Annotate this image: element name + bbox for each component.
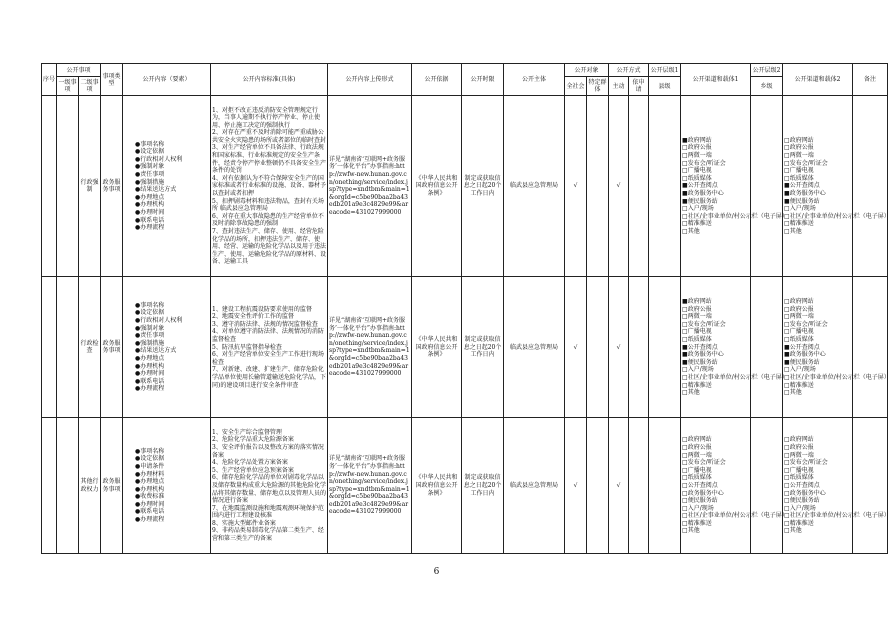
content-standard-line: 2、对存在严重不及时消除可能严重威胁公共安全火灾隐患的场所或者部位的临时查封 bbox=[212, 129, 327, 144]
carrier1-list-line: □广播电视 bbox=[682, 167, 712, 175]
content-elements-line: ●责任事项 bbox=[135, 332, 165, 340]
active-check: √ bbox=[609, 277, 629, 418]
content-standard-line: 4、对有依据认为不符合保障安全生产的国家标准或者行业标准的设施、设备、器材予以查封或者扣押 bbox=[212, 174, 327, 198]
carrier2-list-line: □政府网站 bbox=[784, 136, 814, 144]
carrier1-list-line: □精准推送 bbox=[682, 519, 712, 527]
carrier1-list-line: □精准推送 bbox=[682, 381, 712, 389]
content-elements-line: ●事项名称 bbox=[135, 447, 165, 455]
tier2-cell bbox=[751, 96, 783, 277]
header-carrier1: 公开渠道和载体1 bbox=[681, 64, 751, 96]
content-standard-line: 3、对生产经营单位不具备法律、行政法规和国家标准、行业标准规定的安全生产条件，经责令停产停业整顿仍不具备安全生产条件的处罚 bbox=[212, 144, 327, 175]
header-township: 乡级 bbox=[751, 77, 783, 96]
matter-type-cell: 政务服务事项 bbox=[101, 277, 123, 418]
carrier1-list-line: □公开查阅点 bbox=[682, 481, 718, 489]
carrier2-list-line: □两微一端 bbox=[784, 152, 814, 160]
carrier2-list-line: □发布会/听证会 bbox=[784, 320, 828, 328]
matter-type-cell: 政务服务事项 bbox=[101, 96, 123, 277]
seq-cell bbox=[42, 277, 57, 418]
content-elements-line: ●办理地点 bbox=[135, 193, 165, 201]
header-tier1: 公开层级1 bbox=[649, 64, 681, 77]
header-active: 主动 bbox=[609, 77, 629, 96]
carrier1-list bbox=[681, 96, 788, 277]
carrier2-list-line: □纸质媒体 bbox=[784, 474, 814, 482]
carrier2-list-line: □纸质媒体 bbox=[784, 174, 814, 182]
legal-basis-cell: 《中华人民共和国政府信息公开条例》 bbox=[412, 418, 462, 554]
carrier2-list-line: □广播电视 bbox=[784, 167, 814, 175]
content-standard-line: 1、建设工程抗震设防要求使用的监督 bbox=[212, 305, 312, 313]
time-limit-cell: 制定或获取信息之日起20个工作日内 bbox=[462, 277, 504, 418]
remark-cell bbox=[853, 418, 888, 554]
carrier2-list-line: ■公开查阅点 bbox=[784, 182, 820, 190]
carrier1-list bbox=[681, 418, 788, 554]
header-matter-type: 事项类型 bbox=[101, 64, 123, 96]
header-request: 依申请 bbox=[629, 77, 649, 96]
carrier1-list-line: □其他 bbox=[682, 228, 700, 235]
content-standard-line: 6、对生产经营单位安全生产工作进行现场检查 bbox=[212, 351, 324, 366]
carrier1-list-line: ■便民服务站 bbox=[682, 197, 718, 205]
carrier1-list-line: □政府公报 bbox=[682, 305, 712, 313]
seq-cell bbox=[42, 418, 57, 554]
carrier1-list-line: □广播电视 bbox=[682, 466, 712, 474]
request-check bbox=[629, 277, 649, 418]
content-elements-line: ●办理时间 bbox=[135, 209, 165, 217]
content-elements-line: ●强制措施 bbox=[135, 178, 165, 186]
tier1-cell bbox=[649, 277, 681, 418]
carrier1-list-line: □精准推送 bbox=[682, 220, 712, 228]
remark-cell bbox=[853, 277, 888, 418]
header-legal-basis: 公开依据 bbox=[412, 64, 462, 96]
carrier2-list-line: □入户/现场 bbox=[784, 504, 816, 512]
carrier2-list-line: ■便民服务站 bbox=[784, 358, 820, 366]
level1-cell bbox=[57, 418, 79, 554]
upload-form-cell: 详见“湖南省‘互联网+政务服务’一体化平台”办事指南:http://zwfw-new.hunan.gov.cn/onething/service/index.jsp?type=xndtbm&main=1&orgId=c5be90baa2ba43edb201a9e3c4829e99&areacode=431027999000 bbox=[328, 96, 412, 277]
carrier1-list-line: □两微一端 bbox=[682, 152, 712, 160]
carrier2-list-line: □两微一端 bbox=[784, 313, 814, 321]
carrier2-list-line: ■政务服务中心 bbox=[784, 190, 826, 198]
content-elements-line: ●强制对象 bbox=[135, 163, 165, 171]
header-content: 公开内容（要素） bbox=[123, 64, 211, 96]
content-standard-line: 5、扣押剧毒材料和违法物品，查封有关场所 临武县应急管理局 bbox=[212, 197, 324, 213]
header-object: 公开对象 bbox=[565, 64, 609, 77]
carrier2-list-line: □社区/企事业单位/村公示栏（电子屏） bbox=[784, 212, 890, 220]
content-standard-line: 2、危险化学品重大危险源备案 bbox=[212, 436, 294, 444]
carrier2-list-line: □入户/现场 bbox=[784, 366, 816, 374]
carrier1-list-line: □入户/现场 bbox=[682, 366, 714, 374]
content-standard bbox=[211, 277, 328, 418]
active-check: √ bbox=[609, 418, 629, 554]
header-matters: 公开事项 bbox=[57, 64, 101, 77]
content-elements-line: ●行政相对人权利 bbox=[135, 155, 183, 163]
remark-cell bbox=[853, 96, 888, 277]
content-elements-line: ●行政相对人权利 bbox=[135, 317, 183, 325]
carrier2-list-line: □发布会/听证会 bbox=[784, 159, 828, 167]
content-standard-line: 1、安全生产综合监督管理 bbox=[212, 428, 282, 436]
content-elements-line: ●结果送达方式 bbox=[135, 347, 177, 355]
tier2-cell bbox=[751, 418, 783, 554]
content-elements-line: ●结果送达方式 bbox=[135, 186, 177, 194]
header-seq: 序号 bbox=[42, 64, 57, 96]
society-check: √ bbox=[565, 96, 587, 277]
table-body bbox=[42, 96, 888, 554]
carrier2-list bbox=[783, 418, 890, 554]
carrier2-list-line: □广播电视 bbox=[784, 328, 814, 336]
content-standard-line: 4、危险化学品处置方案备案 bbox=[212, 459, 288, 467]
carrier1-list-line: □入户/现场 bbox=[682, 205, 714, 213]
carrier2-list-line: □公开查阅点 bbox=[784, 481, 820, 489]
carrier2-list-line: □广播电视 bbox=[784, 466, 814, 474]
upload-form-cell: 详见“湖南省‘互联网+政务服务’一体化平台”办事指南:http://zwfw-new.hunan.gov.cn/onething/service/index.jsp?type=xndtbm&main=1&orgId=c5be90baa2ba43edb201a9e3c4829e99&areacode=431027999000 bbox=[328, 418, 412, 554]
content-elements-line: ●设定依据 bbox=[135, 309, 165, 317]
content-standard bbox=[211, 418, 328, 554]
carrier2-list-line: ■公开查阅点 bbox=[784, 343, 820, 351]
content-elements-line: ●设定依据 bbox=[135, 148, 165, 156]
carrier1-list-line: □两微一端 bbox=[682, 451, 712, 459]
level2-cell: 行政检查 bbox=[79, 277, 101, 418]
active-check: √ bbox=[609, 96, 629, 277]
content-elements-line: ●办理时间 bbox=[135, 500, 165, 508]
carrier1-list-line: ■公开查阅点 bbox=[682, 343, 718, 351]
content-standard-line: 1、对拒不改正违反消防安全管理规定行为，当事人逾期不执行停产停业、停止使用、停止施工决定的强制执行 bbox=[212, 106, 321, 129]
time-limit-cell: 制定或获取信息之日起20个工作日内 bbox=[462, 418, 504, 554]
content-elements bbox=[123, 277, 211, 418]
carrier1-list-line: □纸质媒体 bbox=[682, 174, 712, 182]
header-society: 全社会 bbox=[565, 77, 587, 96]
level1-cell bbox=[57, 277, 79, 418]
carrier1-list-line: □入户/现场 bbox=[682, 504, 714, 512]
content-elements-line: ●办理地点 bbox=[135, 478, 165, 486]
table-row bbox=[42, 96, 888, 277]
legal-basis-cell: 《中华人民共和国政府信息公开条例》 bbox=[412, 96, 462, 277]
content-elements-line: ●设定依据 bbox=[135, 455, 165, 463]
header-subject: 公开主体 bbox=[504, 64, 565, 96]
content-elements-line: ●办理流程 bbox=[135, 224, 165, 232]
carrier2-list-line: □其他 bbox=[784, 527, 802, 535]
level1-cell bbox=[57, 96, 79, 277]
header-time-limit: 公开时限 bbox=[462, 64, 504, 96]
society-check: √ bbox=[565, 418, 587, 554]
carrier2-list-line: □纸质媒体 bbox=[784, 336, 814, 344]
content-elements-line: ●事项名称 bbox=[135, 301, 165, 309]
content-standard-line: 4、对单位遵守消防法律、法规情况的消防监督检查 bbox=[212, 328, 324, 344]
carrier1-list-line: □发布会/听证会 bbox=[682, 320, 726, 328]
header-tier2: 公开层级2 bbox=[751, 64, 783, 77]
content-standard-line: 5、防汛抗旱监督指导检查 bbox=[212, 343, 282, 351]
carrier2-list-line: □政府公报 bbox=[784, 443, 814, 451]
subject-cell: 临武县应急管理局 bbox=[504, 418, 565, 554]
content-standard-line: 2、地震安全性评价工作的监督 bbox=[212, 313, 294, 321]
content-standard bbox=[211, 96, 328, 277]
carrier1-list-line: □两微一端 bbox=[682, 313, 712, 321]
table-row bbox=[42, 418, 888, 554]
header-method: 公开方式 bbox=[609, 64, 649, 77]
content-elements-line: ●联系电话 bbox=[135, 377, 165, 385]
carrier1-list-line: ■政务服务中心 bbox=[682, 190, 724, 198]
level2-cell: 行政强制 bbox=[79, 96, 101, 277]
carrier2-list-line: □两微一端 bbox=[784, 451, 814, 459]
carrier2-list-line: □精准推送 bbox=[784, 519, 814, 527]
carrier1-list-line: □其他 bbox=[682, 527, 700, 535]
carrier2-list-line: □发布会/听证会 bbox=[784, 459, 828, 467]
content-elements-line: ●办理流程 bbox=[135, 516, 165, 524]
content-standard-line: 8、实施大型邮件业备案 bbox=[212, 519, 276, 527]
carrier1-list-line: ■便民服务站 bbox=[682, 358, 718, 366]
carrier1-list-line: □政府公报 bbox=[682, 443, 712, 451]
content-elements-line: ●联系电话 bbox=[135, 508, 165, 516]
tier1-cell bbox=[649, 96, 681, 277]
header-county: 县级 bbox=[649, 77, 681, 96]
content-standard-line: 7、在地震监测设施和地震观测环境保护范围内进行工程建设核准 bbox=[212, 504, 324, 520]
upload-form-cell: 详见“湖南省‘互联网+政务服务’一体化平台”办事指南:http://zwfw-new.hunan.gov.cn/onething/service/index.jsp?type=xndtbm&main=1&orgId=c5be90baa2ba43edb201a9e3c4829e99&areacode=431027999000 bbox=[328, 277, 412, 418]
carrier1-list-line: □社区/企事业单位/村公示栏（电子屏） bbox=[682, 512, 788, 520]
carrier1-list-line: □发布会/听证会 bbox=[682, 459, 726, 467]
carrier2-list-line: ■便民服务站 bbox=[784, 197, 820, 205]
content-standard-line: 6、对存在重大事故隐患的生产经营单位不及时消除事故隐患的强制 bbox=[212, 212, 324, 228]
carrier2-list-line: □其他 bbox=[784, 228, 802, 235]
content-elements-line: ●责任事项 bbox=[135, 171, 165, 179]
content-elements-line: ●收费标准 bbox=[135, 493, 165, 501]
carrier1-list-line: ■政府网站 bbox=[682, 136, 712, 144]
specific-check bbox=[587, 277, 609, 418]
tier1-cell bbox=[649, 418, 681, 554]
carrier2-list-line: □政务服务中心 bbox=[784, 489, 826, 497]
content-elements-line: ●事项名称 bbox=[135, 140, 165, 148]
carrier1-list-line: □广播电视 bbox=[682, 328, 712, 336]
content-elements-line: ●强制对象 bbox=[135, 324, 165, 332]
specific-check bbox=[587, 418, 609, 554]
carrier2-list-line: □精准推送 bbox=[784, 381, 814, 389]
carrier1-list-line: □纸质媒体 bbox=[682, 336, 712, 344]
time-limit-cell: 制定或获取信息之日起20个工作日内 bbox=[462, 96, 504, 277]
society-check: √ bbox=[565, 277, 587, 418]
specific-check bbox=[587, 96, 609, 277]
seq-cell bbox=[42, 96, 57, 277]
header-upload-form: 公开内容上传形式 bbox=[328, 64, 412, 96]
header-specific: 特定群体 bbox=[587, 77, 609, 96]
carrier2-list-line: □精准推送 bbox=[784, 220, 814, 228]
content-standard-line: 3、遵守消防法律、法规的情况监督检查 bbox=[212, 320, 318, 328]
carrier2-list-line: ■政务服务中心 bbox=[784, 351, 826, 359]
content-elements-line: ●办理时间 bbox=[135, 370, 165, 378]
legal-basis-cell: 《中华人民共和国政府信息公开条例》 bbox=[412, 277, 462, 418]
content-standard-line: 3、安全评价报告以及整改方案的落实情况备案 bbox=[212, 443, 324, 459]
carrier1-list-line: □其他 bbox=[682, 389, 700, 397]
content-elements-line: ●办理材料 bbox=[135, 470, 165, 478]
table-row bbox=[42, 277, 888, 418]
content-elements-line: ●办理地点 bbox=[135, 355, 165, 363]
level2-cell: 其他行政权力 bbox=[79, 418, 101, 554]
carrier2-list bbox=[783, 277, 890, 418]
subject-cell: 临武县应急管理局 bbox=[504, 277, 565, 418]
carrier1-list-line: □发布会/听证会 bbox=[682, 159, 726, 167]
header-carrier2: 公开渠道和载体2 bbox=[783, 64, 853, 96]
content-elements-line: ●办理机构 bbox=[135, 201, 165, 209]
content-elements-line: ●申请条件 bbox=[135, 462, 165, 470]
carrier2-list-line: □政府网站 bbox=[784, 436, 814, 444]
page-number: 6 bbox=[433, 567, 440, 577]
content-standard-line: 7、查封违法生产、储存、使用、经营危险化学品的场所，扣押违法生产、储存、使用、经营、运输的危险化学品以及用于违法生产、使用、运输危险化学品的原材料、设备、运输工具 bbox=[212, 228, 327, 266]
carrier2-list-line: □社区/企事业单位/村公示栏（电子屏） bbox=[784, 512, 890, 520]
carrier2-list bbox=[783, 96, 890, 277]
content-standard-line: 7、对新建、改建、扩建生产、储存危险化学品单位使用长输管道输送危险化学品，下同)的建设项目进行安全条件审查 bbox=[212, 366, 327, 389]
request-check bbox=[629, 418, 649, 554]
carrier2-list-line: □政府网站 bbox=[784, 298, 814, 306]
header-basis: 公开内容标准(具体) bbox=[211, 64, 328, 96]
content-elements-line: ●办理流程 bbox=[135, 385, 165, 393]
carrier2-list-line: □社区/企事业单位/村公示栏（电子屏） bbox=[784, 374, 890, 382]
content-standard-line: 6、储存危险化学品的单位对剧毒化学品以及储存数量构成重大危险源的其他危险化学品将其储存数量、储存地点以及管理人员的情况进行备案 bbox=[212, 474, 327, 505]
subject-cell: 临武县应急管理局 bbox=[504, 96, 565, 277]
carrier2-list-line: □政府公报 bbox=[784, 144, 814, 152]
header-level1: 一级事项 bbox=[57, 77, 79, 96]
content-elements-line: ●办理机构 bbox=[135, 485, 165, 493]
header-level2: 二级事项 bbox=[79, 77, 101, 96]
carrier1-list-line: ■政务服务中心 bbox=[682, 351, 724, 359]
content-elements-line: ●联系电话 bbox=[135, 216, 165, 224]
carrier1-list-line: □纸质媒体 bbox=[682, 474, 712, 482]
request-check bbox=[629, 96, 649, 277]
content-elements bbox=[123, 418, 211, 554]
carrier1-list-line: □便民服务站 bbox=[682, 497, 718, 505]
carrier1-list-line: □社区/企事业单位/村公示栏（电子屏） bbox=[682, 374, 788, 382]
carrier2-list-line: □其他 bbox=[784, 389, 802, 397]
carrier2-list-line: □政府公报 bbox=[784, 305, 814, 313]
carrier1-list-line: □政府网站 bbox=[682, 436, 712, 444]
carrier1-list-line: □政务服务中心 bbox=[682, 489, 724, 497]
carrier1-list-line: ■公开查阅点 bbox=[682, 182, 718, 190]
carrier2-list-line: □便民服务站 bbox=[784, 497, 820, 505]
matter-type-cell: 政务服务事项 bbox=[101, 418, 123, 554]
content-elements bbox=[123, 96, 211, 277]
carrier1-list-line: ■政府网站 bbox=[682, 298, 712, 306]
content-standard-line: 9、非药品类易制毒化学品第二类生产、经营和第三类生产的备案 bbox=[212, 527, 324, 543]
carrier1-list-line: □社区/企事业单位/村公示栏（电子屏） bbox=[682, 212, 788, 220]
carrier1-list-line: □政府公报 bbox=[682, 144, 712, 152]
disclosure-table bbox=[41, 63, 888, 554]
carrier1-list bbox=[681, 277, 788, 418]
content-elements-line: ●强制措施 bbox=[135, 339, 165, 347]
content-elements-line: ●办理机构 bbox=[135, 362, 165, 370]
content-standard-line: 5、生产经营单位应急预案备案 bbox=[212, 466, 294, 474]
header-remark: 备注 bbox=[853, 64, 888, 96]
carrier2-list-line: □入户/现场 bbox=[784, 205, 816, 213]
tier2-cell bbox=[751, 277, 783, 418]
